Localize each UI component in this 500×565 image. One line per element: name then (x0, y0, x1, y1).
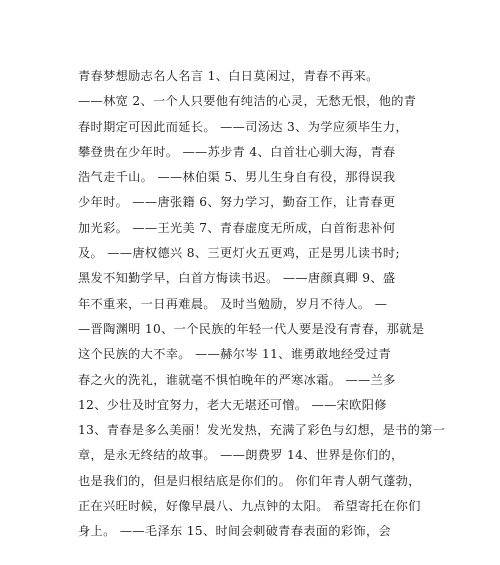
text-line-10: 年不重来，一日再难晨。 及时当勉励，岁月不待人。 — (78, 296, 388, 311)
text-line-19: 身上。 ——毛泽东 15、时间会刺破青春表面的彩饰，会 (78, 524, 392, 539)
text-line-3: 春时期定可因此而延长。 ——司汤达 3、为学应须毕生力， (78, 119, 408, 134)
text-line-9: 黑发不知勤学早，白首方悔读书迟。 ——唐颜真卿 9、盛 (78, 271, 396, 286)
quotes-text-block (78, 64, 446, 545)
text-line-4: 攀登贵在少年时。 ——苏步青 4、白首壮心驯大海，青春 (78, 144, 396, 159)
text-line-15: 13、青春是多么美丽！发光发热，充满了彩色与幻想，是书的第一 (78, 423, 446, 438)
text-line-6: 少年时。 ——唐张籍 6、努力学习，勤奋工作，让青春更 (78, 195, 396, 210)
text-line-13: 春之火的洗礼，谁就毫不惧怕晚年的严寒冰霜。 ——兰多 (78, 372, 396, 387)
text-line-14: 12、少壮及时宜努力，老大无堪还可憎。 ——宋欧阳修 (78, 397, 387, 412)
text-line-2: ——林宽 2、一个人只要他有纯洁的心灵，无愁无恨，他的青 (78, 94, 417, 109)
text-line-1: 青春梦想励志名人名言 1、白日莫闲过，青春不再来。 (78, 69, 379, 83)
text-line-12: 这个民族的大不幸。 ——赫尔岑 11、谁勇敢地经受过青 (78, 347, 392, 362)
text-line-18: 正在兴旺时候，好像早晨八、九点钟的太阳。 希望寄托在你们 (78, 499, 421, 514)
text-line-5: 浩气走千山。 ——林伯渠 5、男儿生身自有役，那得误我 (78, 170, 396, 185)
text-line-11: —晋陶渊明 10、一个民族的年轻一代人要是没有青春，那就是 (78, 321, 425, 336)
text-line-8: 及。 ——唐权德兴 8、三更灯火五更鸡，正是男儿读书时; (78, 246, 400, 261)
text-line-7: 加光彩。 ——王光美 7、青春虚度无所成，白首衔悲补何 (78, 220, 396, 235)
text-line-16: 章，是永无终结的故事。 ——朗费罗 14、世界是你们的， (78, 448, 404, 463)
text-line-17: 也是我们的，但是归根结底是你们的。 你们年青人朝气蓬勃， (78, 473, 421, 488)
